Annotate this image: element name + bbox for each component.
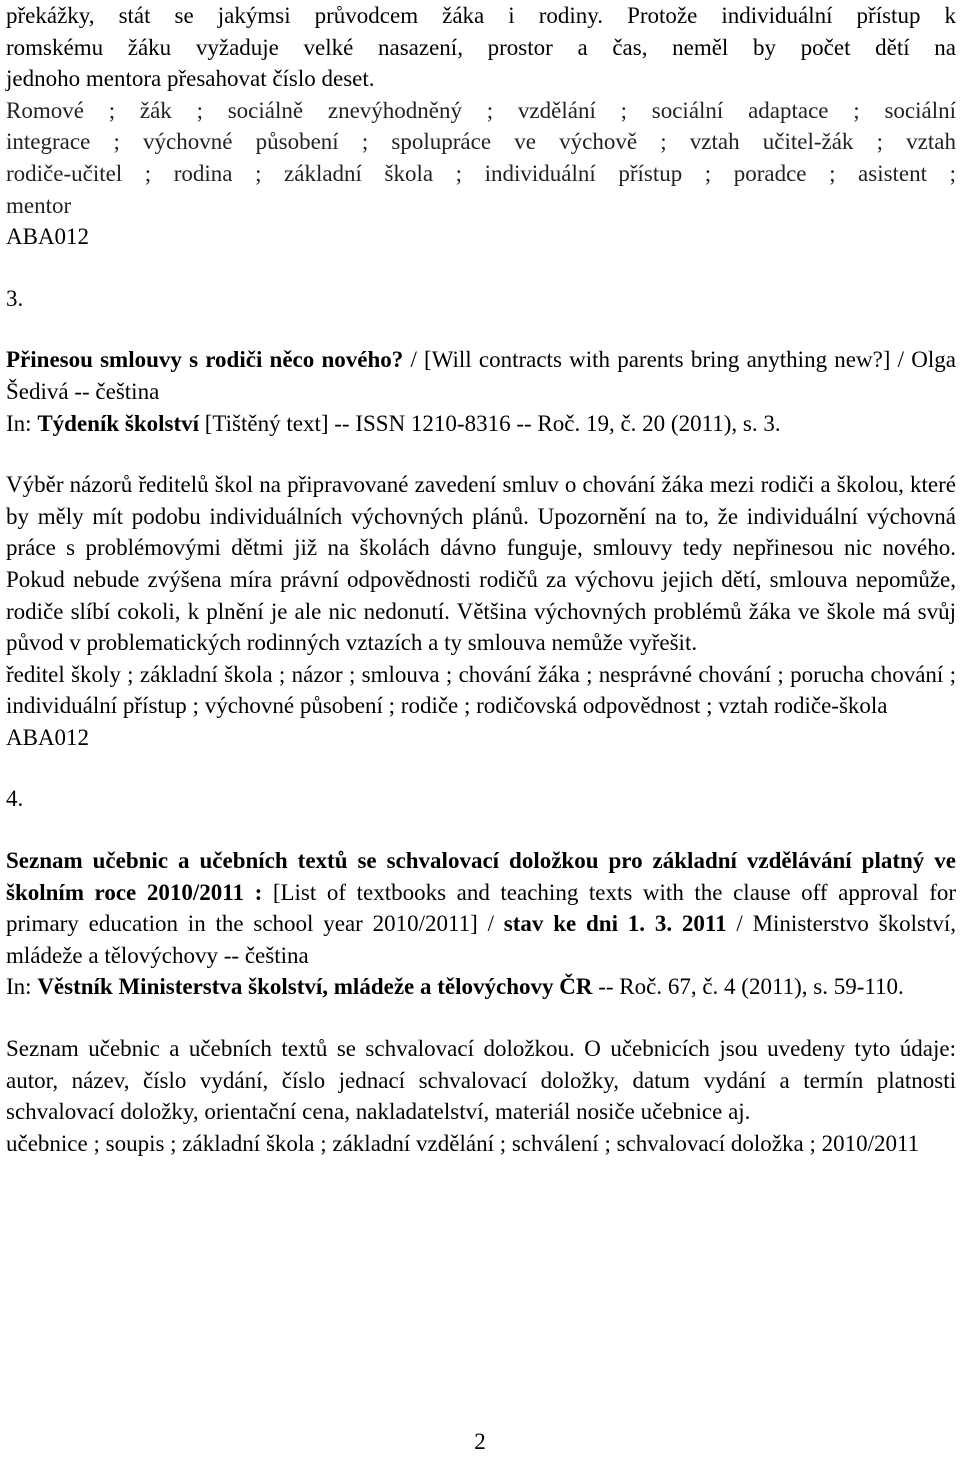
intro-line-2: romskému žáku vyžaduje velké nasazení, prostor a čas, neměl by počet dětí na [6,34,956,60]
entry3-keywords: ředitel školy ; základní škola ; názor ; smlouva ; chování žáka ; nesprávné chování ; porucha chování ; individuální přístup ; výchovné působení ; rodiče ; rodičovská odpovědnost ; vztah rodiče-škola [6,661,956,719]
entry4-title-block [6,845,956,971]
entry2-keywords-line-1: Romové ; žák ; sociálně znevýhodněný ; vzdělání ; sociální adaptace ; sociální [6,97,956,123]
intro-line-1: překážky, stát se jakýmsi průvodcem žáka i rodiny. Protože individuální přístup k [6,3,956,28]
entry3-code: ABA012 [6,724,90,750]
entry3-source-rest: [Tištěný text] -- ISSN 1210-8316 -- Roč. 19, č. 20 (2011), s. 3. [199,410,781,436]
entry4-state: stav ke dni 1. 3. 2011 [503,911,727,937]
entry4-source [6,971,956,1003]
entry4-source-rest: -- Roč. 67, č. 4 (2011), s. 59-110. [592,974,904,1000]
entry3-source-prefix: In: [6,410,38,436]
entry3-abstract: Výběr názorů ředitelů škol na připravované zavedení smluv o chování žáka mezi rodiči a školou, které by měly mít podobu individuálních výchovných plánů. Upozornění na to, že individuální výchovná práce s problémovými dětmi již na školách dávno funguje, smlouvy tedy nepřinesou nic nového. Pokud nebude zvýšena míra právní odpovědnosti rodičů za výchovu jejich dětí, smlouva nepomůže, rodiče slíbí cokoli, k plnění je ale nic nedonutí. Většina výchovných problémů žáka ve škole má svůj původ v problematických rodinných vztazích a ty smlouva nemůže vyřešit. [6,472,956,656]
entry2-code: ABA012 [6,224,90,250]
entry3-source [6,408,956,440]
intro-line-3: jednoho mentora přesahovat číslo deset. [6,66,375,92]
entry3-source-name: Týdeník školství [37,410,200,436]
entry4-keywords: učebnice ; soupis ; základní škola ; základní vzdělání ; schválení ; schvalovací doložka ; 2010/2011 [6,1130,920,1156]
entry3-number: 3. [6,285,24,311]
entry3-title: Přinesou smlouvy s rodiči něco nového? [6,347,404,373]
entry2-keywords-line-4: mentor [6,192,72,218]
entry4-source-prefix: In: [6,974,38,1000]
entry2-keywords-line-3: rodiče-učitel ; rodina ; základní škola ; individuální přístup ; poradce ; asistent ; [6,160,956,186]
entry4-source-name: Věstník Ministerstva školství, mládeže a tělovýchovy ČR [37,974,593,1000]
page-number: 2 [474,1429,486,1454]
document-page [6,0,956,1159]
entry3-title-en: / [Will contracts with parents bring anything new?] / Olga Šedivá -- čeština [6,347,956,404]
entry4-title-en: [List of textbooks and teaching texts with the clause off approval for primary education in the school year 2010/2011] / [6,879,957,937]
entry2-keywords-line-2: integrace ; výchovné působení ; spolupráce ve výchově ; vztah učitel-žák ; vztah [6,129,956,155]
entry3-title-block [6,344,956,407]
entry4-number: 4. [6,786,24,812]
entry4-abstract: Seznam učebnic a učebních textů se schvalovací doložkou. O učebnicích jsou uvedeny tyto údaje: autor, název, číslo vydání, číslo jednací schvalovací doložky, datum vydání a termín platnosti schvalovací doložky, orientační cena, nakladatelství, materiál nosiče učebnice aj. [6,1036,956,1125]
entry4-author: / Ministerstvo školství, mládeže a tělovýchovy -- čeština [6,911,956,968]
entry4-title: Seznam učebnic a učebních textů se schvalovací doložkou pro základní vzdělávání platný ve školním roce 2010/2011 : [6,848,956,905]
